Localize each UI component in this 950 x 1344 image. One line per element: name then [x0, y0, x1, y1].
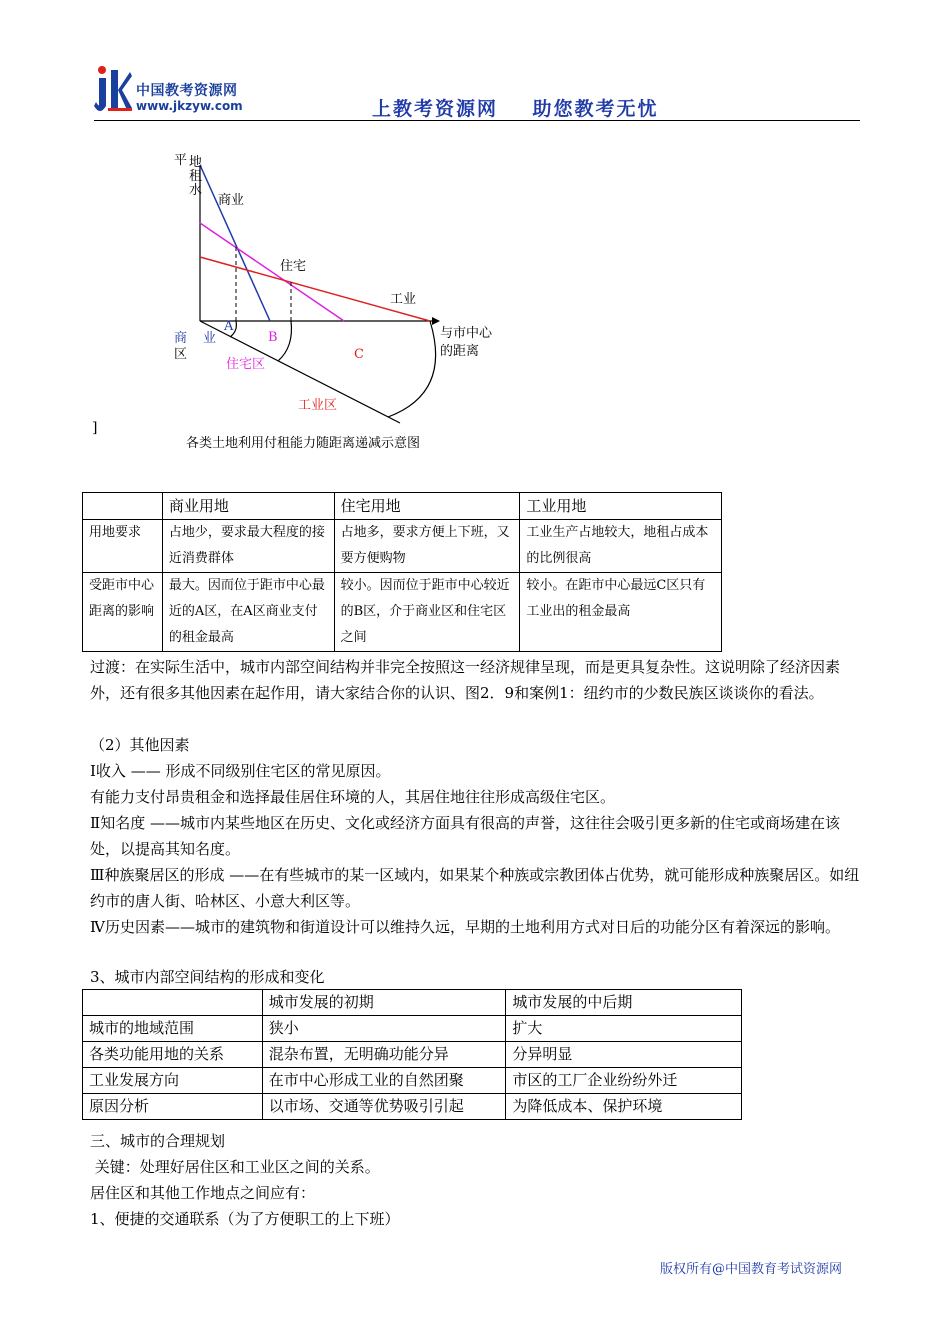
zone-commercial-3: 区 — [174, 347, 188, 362]
paragraph: Ⅲ种族聚居区的形成 ——在有些城市的某一区域内，如果某个种族或宗教团体占优势，就可能形成种族聚居区。如纽约市的唐人街、哈林区、小意大利区等。 — [90, 866, 860, 910]
table-header-cell: 城市发展的初期 — [262, 990, 506, 1016]
table-header-cell: 商业用地 — [162, 493, 334, 520]
y-label-3: 租 — [189, 169, 203, 184]
paragraph: 居住区和其他工作地点之间应有： — [90, 1184, 316, 1202]
table-cell: 混杂布置，无明确功能分异 — [262, 1042, 506, 1068]
x-label-2: 的距离 — [440, 344, 480, 359]
zone-commercial-1: 商 — [174, 331, 188, 346]
table-cell: 以市场、交通等优势吸引引起 — [262, 1094, 506, 1120]
zone-residential: 住宅区 — [226, 357, 266, 372]
site-url[interactable]: www.jkzyw.com — [136, 99, 243, 113]
commercial-line — [200, 165, 270, 321]
table-row — [83, 1094, 742, 1120]
table-cell: 分异明显 — [506, 1042, 742, 1068]
y-label-2: 地 — [189, 155, 203, 170]
paragraph: 有能力支付昂贵租金和选择最佳居住环境的人，其居住地往往形成高级住宅区。 — [90, 788, 616, 806]
label-residential: 住宅 — [280, 259, 307, 274]
point-c: C — [354, 347, 364, 362]
industrial-line — [200, 257, 430, 321]
table-cell: 占地少，要求最大程度的接近消费群体 — [162, 520, 334, 573]
x-label-1: 与市中心 — [440, 326, 493, 341]
table-cell: 工业生产占地较大，地租占成本的比例很高 — [520, 520, 722, 573]
table-header-cell: 住宅用地 — [334, 493, 520, 520]
table-cell: 工业发展方向 — [83, 1068, 263, 1094]
copyright-footer: 版权所有@中国教育考试资源网 — [660, 1262, 843, 1277]
land-use-table — [82, 492, 722, 652]
table-header-cell — [83, 990, 263, 1016]
diagram-caption: 各类土地利用付租能力随距离递减示意图 — [186, 436, 421, 451]
urban-development-table — [82, 989, 742, 1120]
point-b: B — [268, 330, 278, 345]
y-label-1: 平 — [174, 153, 188, 168]
table-cell: 为降低成本、保护环境 — [506, 1094, 742, 1120]
residential-line — [200, 223, 344, 321]
table-cell: 较小。在距市中心最远C区只有工业出的租金最高 — [520, 573, 722, 652]
bid-rent-diagram — [160, 145, 520, 430]
label-industrial: 工业 — [390, 292, 417, 307]
table-header-cell — [83, 493, 163, 520]
x-axis-arrow-icon — [432, 317, 440, 325]
zone-industrial: 工业区 — [298, 398, 338, 413]
arc-b — [278, 321, 291, 361]
table-row — [83, 1016, 742, 1042]
table-cell: 受距市中心距离的影响 — [83, 573, 163, 652]
paragraph: Ⅱ知名度 ——城市内某些地区在历史、文化或经济方面具有很高的声誉，这往往会吸引更多新的住宅或商场建在该处，以提高其知名度。 — [90, 814, 840, 858]
header-divider — [94, 120, 860, 121]
table-row — [83, 1068, 742, 1094]
paragraph: 1、便捷的交通联系（为了方便职工的上下班） — [90, 1210, 400, 1228]
table-cell: 狭小 — [262, 1016, 506, 1042]
paragraph: Ⅳ历史因素——城市的建筑物和街道设计可以维持久远，早期的土地利用方式对日后的功能分区有着深远的影响。 — [90, 918, 840, 936]
point-a: A — [224, 319, 234, 334]
paragraph-heading: （2）其他因素 — [90, 736, 190, 754]
table-cell: 原因分析 — [83, 1094, 263, 1120]
table-cell: 占地多，要求方便上下班，又要方便购物 — [334, 520, 520, 573]
table-cell: 各类功能用地的关系 — [83, 1042, 263, 1068]
stray-bracket: ] — [92, 420, 98, 436]
table-cell: 城市的地域范围 — [83, 1016, 263, 1042]
table-row — [83, 520, 722, 573]
table-cell: 在市中心形成工业的自然团聚 — [262, 1068, 506, 1094]
paragraph: 关键：处理好居住区和工业区之间的关系。 — [90, 1158, 380, 1176]
table-header-cell: 工业用地 — [520, 493, 722, 520]
header-slogan: 上教考资源网 助您教考无忧 — [372, 98, 659, 120]
site-name: 中国教考资源网 — [136, 83, 238, 99]
section-heading: 3、城市内部空间结构的形成和变化 — [90, 968, 325, 986]
table-header-cell: 城市发展的中后期 — [506, 990, 742, 1016]
table-cell: 较小。因而位于距市中心较近的B区，介于商业区和住宅区之间 — [334, 573, 520, 652]
paragraph: Ⅰ收入 —— 形成不同级别住宅区的常见原因。 — [90, 762, 391, 780]
table-row — [83, 493, 722, 520]
arc-c — [388, 321, 436, 417]
label-commercial: 商业 — [218, 193, 245, 208]
table-cell: 市区的工厂企业纷纷外迁 — [506, 1068, 742, 1094]
y-label-4: 水 — [189, 183, 203, 198]
table-cell: 最大。因而位于距市中心最近的A区，在A区商业支付的租金最高 — [162, 573, 334, 652]
paragraph-transition: 过渡：在实际生活中，城市内部空间结构并非完全按照这一经济规律呈现，而是更具复杂性。这说明除了经济因素外，还有很多其他因素在起作用，请大家结合你的认识、图2．9和案例1：纽约市的少数民族区谈谈你的看法。 — [90, 658, 841, 702]
jk-logo-icon — [94, 64, 132, 116]
table-row — [83, 990, 742, 1016]
table-cell: 用地要求 — [83, 520, 163, 573]
table-row — [83, 1042, 742, 1068]
section-heading: 三、城市的合理规划 — [90, 1132, 226, 1150]
table-row — [83, 573, 722, 652]
zone-commercial-2: 业 — [203, 331, 217, 346]
table-cell: 扩大 — [506, 1016, 742, 1042]
